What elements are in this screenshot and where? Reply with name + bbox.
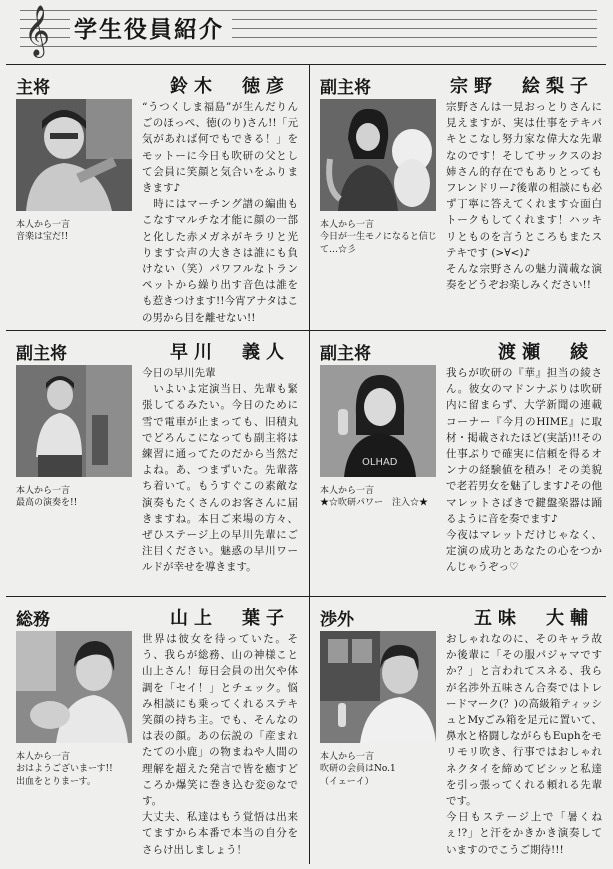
svg-text:OLHAD: OLHAD <box>362 457 398 468</box>
member-card-yamagami <box>6 597 306 862</box>
member-card-gomi <box>310 597 610 862</box>
caption-heading: 本人から一言 <box>320 220 375 230</box>
member-name: 鈴木 徳彦 <box>170 76 290 97</box>
caption-text: ★☆吹研パワー 注入☆★ <box>320 498 429 508</box>
member-description: おしゃれなのに、そのキャラ故か後輩に「その服パジャマですか？」と言われてスネる、我らが名渉外五味さん合奏ではトレードマーク(？)の高級箱ティッシュとMyごみ箱を足元に置いて、鼻水と格闘しながらもEuphをモリモリ吹き、行事ではおしゃれネクタイを締めてビシッと私達を引っ張ってくれる頼れる先輩です。 今日もステージ上で「暑くねぇ!?」と汗をかきかき演奏していますのでこうご期待!!! <box>446 633 602 856</box>
treble-clef-icon: 𝄞 <box>24 5 51 56</box>
caption-heading: 本人から一言 <box>16 752 71 762</box>
member-role: 副主将 <box>320 78 371 98</box>
page-header <box>0 0 613 62</box>
member-name: 五味 大輔 <box>474 608 594 629</box>
member-photo <box>16 99 132 211</box>
caption-heading: 本人から一言 <box>16 220 71 230</box>
caption-text: 吹研の会員はNo.1 （イェーイ） <box>320 764 396 787</box>
member-role: 副主将 <box>16 344 67 364</box>
caption-text: 音楽は宝だ!! <box>16 232 69 242</box>
member-role: 渉外 <box>320 610 354 630</box>
member-description: 宗野さんは一見おっとりさんに見えますが、実は仕事をテキパキとこなし努力家な偉大な先輩なのです！そしてサックスのお姉さん的存在でもありとってもフレンドリー♪後輩の相談にも必ず丁寧に答えてくれます☆面白トークもしてくれます！ハッキリとものを言うところもまたステキです (>∀<)♪ そんな宗野さんの魅力満載な演奏をどうぞお楽しみください!! <box>446 101 602 292</box>
member-photo <box>320 365 436 477</box>
member-role: 副主将 <box>320 344 371 364</box>
member-description: 我らが吹研の『華』担当の綾さん。彼女のマドンナぶりは吹研内に留まらず、大学新聞の連載コーナー『今月のHIME』に取材・掲載されたほど(実話)!!その仕事ぶりで確実に信頼を得るオンナの経験値を積み！その美貌で老若男女を魅了します♪その他マレットさばきで鍵盤楽器は踊るように音を奏でます♪ 今夜はマレットだけじゃなく、定演の成功とあなたの心をつかんじゃうぞっ♡ <box>446 367 602 574</box>
caption-text: 今日が一生モノになると信じて…☆彡 <box>320 232 437 255</box>
member-card-watase <box>310 331 610 596</box>
member-photo <box>320 99 436 211</box>
member-role: 主将 <box>16 78 50 98</box>
page-title: 学生役員紹介 <box>70 11 232 44</box>
member-name: 渡瀬 綾 <box>498 342 594 363</box>
member-name: 山上 葉子 <box>170 608 290 629</box>
caption-text: おはようございまーす!! 出血をとりまーす。 <box>16 764 113 787</box>
member-name: 早川 義人 <box>170 342 290 363</box>
member-photo <box>320 631 436 743</box>
member-card-suzuki <box>6 65 306 330</box>
caption-text: 最高の演奏を!! <box>16 498 78 508</box>
member-role: 総務 <box>16 610 50 630</box>
member-name: 宗野 絵梨子 <box>450 76 594 97</box>
member-card-hayakawa <box>6 331 306 596</box>
member-description: “うつくしま福島”が生んだりんごのほっぺ、徳(のり)さん!!「元気があれば何でもできる！」をモットーに今日も吹研の父として会員に笑顔と気合いをふりまきます♪ 時にはマーチング譜の編曲もこなすマルチな才能に顔の一部と化した赤メガネがキラリと光ります☆声の大きさは誰にも負けない（笑）パワフルなトランペットから繰り出す音色は誰をも惹きつけます!!今宵アナタはこの男から目を離せない!! <box>142 101 298 324</box>
caption-heading: 本人から一言 <box>320 752 375 762</box>
member-photo <box>16 365 132 477</box>
caption-heading: 本人から一言 <box>16 486 71 496</box>
member-card-sono <box>310 65 610 330</box>
member-description: 世界は彼女を待っていた。そう、我らが総務、山の神様こと山上さん！毎日会員の出欠や体調を「セイ！」とチェック。悩み相談にも乗ってくれるステキ笑顔の持ち主。でも、そんなのは表の顔。あの伝説の「産まれたての小鹿」の物まねや人間の理解を超えた発言で皆を癒すどころか爆笑に巻き込む変◎なです。 大丈夫、私達はもう覚悟は出来てますから本番で本当の自分をさらけ出しましょう！ <box>142 633 298 856</box>
member-grid <box>6 64 606 864</box>
member-photo <box>16 631 132 743</box>
member-description: 今日の早川先輩 いよいよ定演当日、先輩も緊張してるみたい。今日のために雪で電車が止まっても、旧積丸でどろんこになっても副主将は練習に通ってたのだから当然だよね。あ、つまずいた。先輩落ち着いて。もうすぐこの素敵な演奏もたくさんのお客さんに届きますね。本日ご来場の方々、ぜひステージ上の早川先輩にご注目ください。魅惑の早川ワールドが幸せを導きます。 <box>142 367 298 574</box>
caption-heading: 本人から一言 <box>320 486 375 496</box>
